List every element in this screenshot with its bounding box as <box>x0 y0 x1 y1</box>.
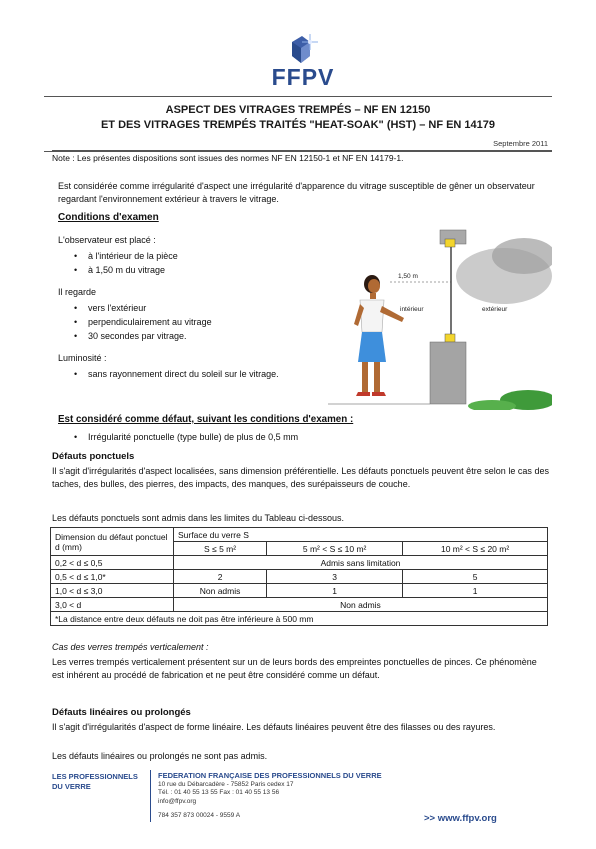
merged-cell: Non admis <box>174 598 548 612</box>
footer-tagline-line-1: LES PROFESSIONNELS <box>52 772 138 781</box>
table-row <box>51 570 548 584</box>
surface-col-3: 10 m² < S ≤ 20 m² <box>403 542 548 556</box>
footer-email[interactable]: info@ffpv.org <box>158 797 197 805</box>
table-header-row <box>51 528 548 542</box>
value-cell: 1 <box>403 584 548 598</box>
logo-text: FFPV <box>271 64 335 90</box>
value-cell: 5 <box>403 570 548 584</box>
dimension-cell: 3,0 < d <box>51 598 174 612</box>
interior-label: intérieur <box>400 306 424 313</box>
footer-contact <box>158 772 382 821</box>
defect-definition-heading: Est considéré comme défaut, suivant les conditions d'examen : <box>58 414 354 425</box>
list-item: • à 1,50 m du vitrage <box>70 263 320 277</box>
title-line-1: ASPECT DES VITRAGES TREMPÉS – NF EN 12150 <box>165 104 431 116</box>
linear-defects-paragraph: Il s'agit d'irrégularités d'aspect de forme linéaire. Les défauts linéaires peuvent être des filasses ou des rayures. <box>52 722 496 732</box>
exterior-label: extérieur <box>482 306 508 313</box>
list-item: • Irrégularité ponctuelle (type bulle) de plus de 0,5 mm <box>70 430 540 444</box>
dimension-cell: 0,5 < d ≤ 1,0* <box>51 570 174 584</box>
footer-website-link[interactable]: >> www.ffpv.org <box>424 813 497 824</box>
conditions-heading: Conditions d'examen <box>58 212 159 223</box>
table-footnote: *La distance entre deux défauts ne doit pas être inférieure à 500 mm <box>51 612 548 626</box>
point-defects-heading: Défauts ponctuels <box>52 451 135 462</box>
list-item: • vers l'extérieur <box>70 301 320 315</box>
point-defects-paragraph: Il s'agit d'irrégularités d'aspect localisées, sans dimension préférentielle. Les défauts ponctuels peuvent être selon le cas des taches, des bulles, des pierres, des impacts, des manques, des surépaisseurs de couche. <box>52 466 549 489</box>
vertical-glass-paragraph: Les verres trempés verticalement présentent sur un de leurs bords des empreintes ponctuelles de pinces. Ce phénomène est inhérent au procédé de fabrication et ne peut être considéré comme un défaut. <box>52 657 537 680</box>
linear-defects-conclusion: Les défauts linéaires ou prolongés ne sont pas admis. <box>52 751 268 761</box>
linear-defects-heading: Défauts linéaires ou prolongés <box>52 707 191 718</box>
value-cell: Non admis <box>174 584 267 598</box>
footer-phone: Tél. : 01 40 55 13 55 Fax : 01 40 55 13 56 <box>158 789 280 796</box>
footer-tagline <box>52 772 138 792</box>
title-line-2: ET DES VITRAGES TREMPÉS TRAITÉS "HEAT-SOAK" (HST) – NF EN 14179 <box>100 119 496 131</box>
value-cell: 3 <box>267 570 403 584</box>
publication-date: Septembre 2011 <box>493 139 548 148</box>
table-row <box>51 556 548 570</box>
table-footnote-row <box>51 612 548 626</box>
observer-list <box>70 249 320 277</box>
source-note: Note : Les présentes dispositions sont issues des normes NF EN 12150-1 et NF EN 14179-1. <box>52 150 552 163</box>
regard-label: Il regarde <box>58 287 97 297</box>
light-list <box>70 367 322 381</box>
surface-col-1: S ≤ 5 m² <box>174 542 267 556</box>
table-row <box>51 598 548 612</box>
observer-label: L'observateur est placé : <box>58 235 156 245</box>
list-item: • 30 secondes par vitrage. <box>70 329 320 343</box>
point-defects-table <box>50 527 548 626</box>
vertical-glass-heading: Cas des verres trempés verticalement : <box>52 642 209 652</box>
merged-cell: Admis sans limitation <box>174 556 548 570</box>
defect-definition-list <box>70 430 540 444</box>
footer-organisation: FEDERATION FRANÇAISE DES PROFESSIONNELS DU VERRE <box>158 771 382 780</box>
table-row <box>51 584 548 598</box>
list-item: • sans rayonnement direct du soleil sur le vitrage. <box>70 367 322 381</box>
distance-label: 1,50 m <box>398 273 418 280</box>
dimension-cell: 0,2 < d ≤ 0,5 <box>51 556 174 570</box>
table-intro: Les défauts ponctuels sont admis dans les limites du Tableau ci-dessous. <box>52 513 344 523</box>
light-label: Luminosité : <box>58 353 107 363</box>
surface-header: Surface du verre S <box>174 528 548 542</box>
list-item: • perpendiculairement au vitrage <box>70 315 320 329</box>
intro-paragraph: Est considérée comme irrégularité d'aspect une irrégularité d'apparence du vitrage susceptible de gêner un observateur regardant l'environnement extérieur à travers le vitrage. <box>58 181 535 204</box>
observation-illustration <box>328 228 552 410</box>
footer-tagline-line-2: DU VERRE <box>52 782 91 791</box>
list-item: • à l'intérieur de la pièce <box>70 249 320 263</box>
footer-address: 10 rue du Débarcadère - 75852 Paris cedex 17 <box>158 780 294 788</box>
dimension-cell: 1,0 < d ≤ 3,0 <box>51 584 174 598</box>
regard-list <box>70 301 320 343</box>
footer-divider <box>150 770 151 822</box>
footer-siret: 784 357 873 00024 - 9559 A <box>158 812 241 819</box>
value-cell: 1 <box>267 584 403 598</box>
dimension-header: Dimension du défaut ponctuel d (mm) <box>51 528 174 556</box>
value-cell: 2 <box>174 570 267 584</box>
surface-col-2: 5 m² < S ≤ 10 m² <box>267 542 403 556</box>
